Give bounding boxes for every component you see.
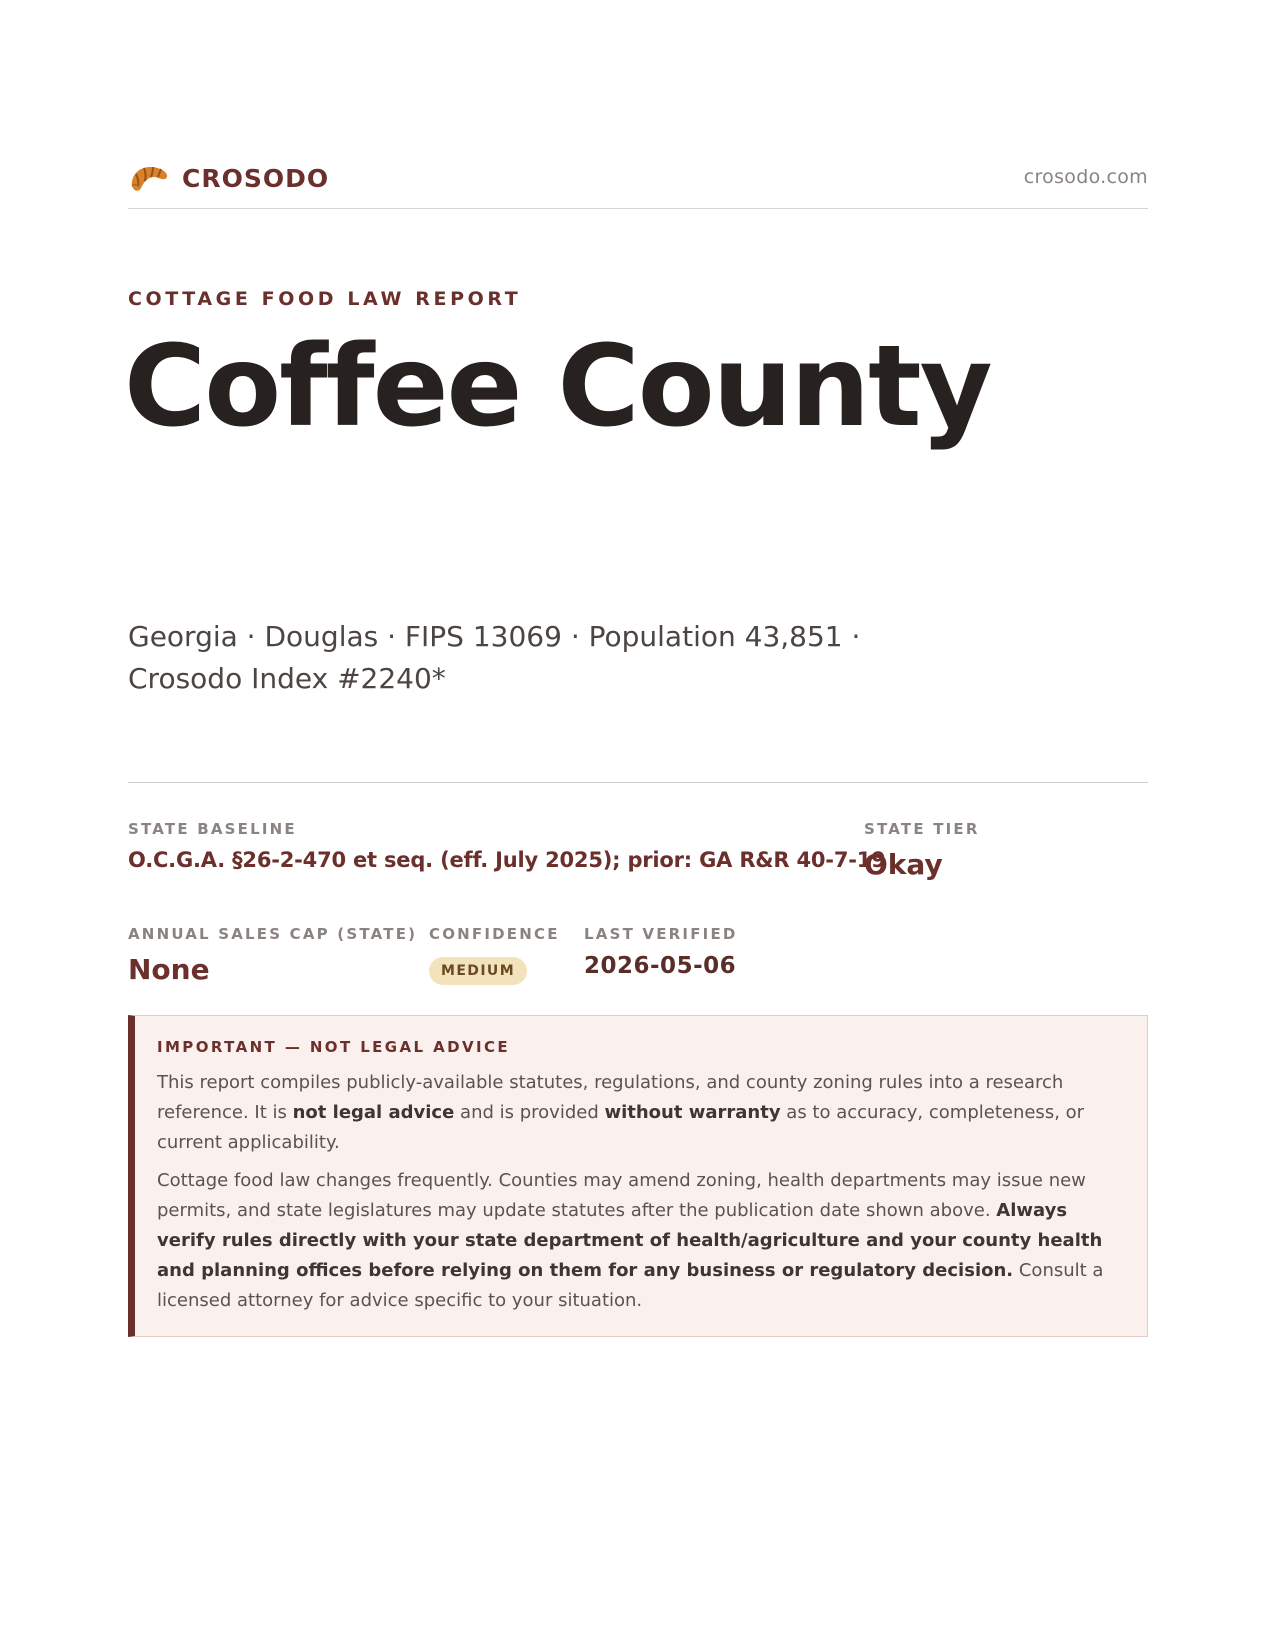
section-divider [128,782,1148,783]
annual-sales-cap-label: ANNUAL SALES CAP (STATE) [128,925,418,943]
last-verified-value: 2026-05-06 [584,953,737,979]
croissant-icon [128,160,170,196]
state-baseline-value: O.C.G.A. §26-2-470 et seq. (eff. July 2025); prior: GA R&R 40-7-19 [128,848,886,872]
state-baseline-field [128,820,886,872]
report-subtitle: Georgia · Douglas · FIPS 13069 · Population 43,851 · Crosodo Index #2240* [128,620,861,695]
last-verified-field [584,925,738,979]
page-title: Coffee County [124,322,991,452]
legal-disclaimer-box [128,1015,1148,1337]
brand[interactable] [128,160,329,196]
confidence-badge: MEDIUM [429,957,527,985]
disclaimer-paragraph-1 [157,1068,1123,1158]
state-tier-field [864,820,980,881]
confidence-field [429,925,560,985]
last-verified-label: LAST VERIFIED [584,925,738,943]
confidence-label: CONFIDENCE [429,925,560,943]
state-baseline-label: STATE BASELINE [128,820,297,838]
disclaimer-heading: IMPORTANT — NOT LEGAL ADVICE [157,1038,511,1056]
disclaimer-text: as to accuracy, completeness, or current applicability. [157,1102,1085,1153]
brand-name: CROSODO [182,163,330,193]
disclaimer-text: Consult a licensed attorney for advice specific to your situation. [157,1260,1104,1311]
annual-sales-cap-value: None [128,953,210,986]
report-eyebrow: COTTAGE FOOD LAW REPORT [128,288,522,310]
disclaimer-paragraph-2 [157,1166,1123,1316]
disclaimer-text: This report compiles publicly-available statutes, regulations, and county zoning rules into a research reference. It is [157,1072,1064,1123]
disclaimer-emphasis: Always verify rules directly with your state department of health/agriculture and your county health and planning offices before relying on them for any business or regulatory decision. [157,1200,1103,1281]
disclaimer-text: and is provided [454,1102,605,1123]
state-tier-label: STATE TIER [864,820,980,838]
state-tier-value: Okay [864,848,943,881]
annual-sales-cap-field [128,925,417,986]
disclaimer-text: Cottage food law changes frequently. Counties may amend zoning, health departments may issue new permits, and state legislatures may update statutes after the publication date shown above. [157,1170,1086,1221]
page-header [128,160,1148,209]
disclaimer-emphasis: not legal advice [292,1102,455,1123]
site-url-link[interactable]: crosodo.com [1023,166,1148,188]
disclaimer-emphasis: without warranty [604,1102,781,1123]
